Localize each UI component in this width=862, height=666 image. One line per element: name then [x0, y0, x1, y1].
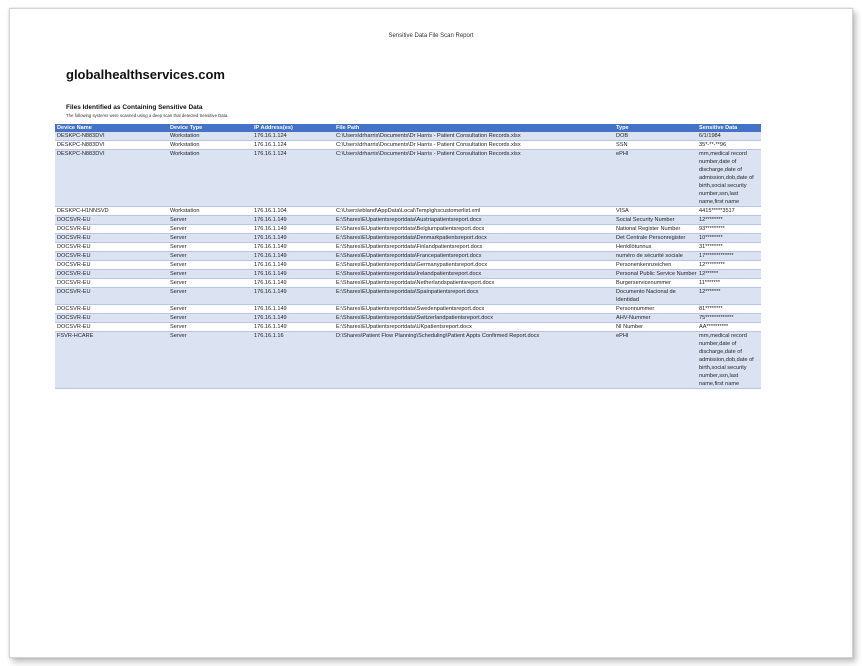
cell-type: AHV-Nummer [614, 314, 697, 323]
report-header: Sensitive Data File Scan Report [388, 33, 474, 39]
cell-sensitive-data: 6/1/1984 [697, 132, 761, 141]
cell-device-type: Server [168, 323, 252, 332]
cell-device-type: Workstation [168, 141, 252, 150]
cell-type: Documento Nacional de Identidad [614, 288, 697, 305]
cell-ip-address: 176.16.1.149 [252, 279, 334, 288]
cell-ip-address: 176.16.1.149 [252, 252, 334, 261]
cell-ip-address: 176.16.1.124 [252, 150, 334, 207]
cell-ip-address: 176.16.1.149 [252, 243, 334, 252]
cell-type: Henkilötunnus [614, 243, 697, 252]
cell-device-name: DOCSVR-EU [55, 288, 168, 305]
cell-file-path: C:\Users\drharris\Documents\Dr Harris - Patient Consultation Records.xlsx [334, 150, 614, 207]
cell-device-name: DESKPC-N883DVI [55, 132, 168, 141]
cell-sensitive-data: 12******* [697, 288, 761, 305]
table-row [55, 225, 761, 234]
cell-file-path: E:\Shares\EUpatientsreportdata\Austriapatientsreport.docx [334, 216, 614, 225]
table-header-row [55, 124, 761, 132]
table-row [55, 279, 761, 288]
cell-sensitive-data: 12******** [697, 216, 761, 225]
cell-ip-address: 176.16.1.124 [252, 141, 334, 150]
column-header-sensitive-data: Sensitive Data [697, 124, 761, 132]
cell-ip-address: 176.16.1.16 [252, 332, 334, 389]
cell-device-type: Workstation [168, 132, 252, 141]
table-row [55, 270, 761, 279]
cell-device-type: Server [168, 225, 252, 234]
cell-file-path: E:\Shares\EUpatientsreportdata\Finlandpatientsreport.docx [334, 243, 614, 252]
table-row [55, 243, 761, 252]
cell-file-path: C:\Users\drharris\Documents\Dr Harris - Patient Consultation Records.xlsx [334, 141, 614, 150]
table-row [55, 216, 761, 225]
table-row [55, 252, 761, 261]
site-title: globalhealthservices.com [66, 67, 225, 82]
cell-type: Personnummer [614, 305, 697, 314]
cell-device-type: Server [168, 216, 252, 225]
cell-file-path: C:\Users\ebland\AppData\Local\Temp\ghscustomerlist.xml [334, 207, 614, 216]
cell-sensitive-data: AA********** [697, 323, 761, 332]
cell-device-name: DESKPC-N883DVI [55, 141, 168, 150]
cell-device-name: DOCSVR-EU [55, 305, 168, 314]
table-row [55, 207, 761, 216]
cell-file-path: E:\Shares\EUpatientsreportdata\Francepatientsreport.docx [334, 252, 614, 261]
cell-type: ePHI [614, 332, 697, 389]
cell-device-name: DOCSVR-EU [55, 216, 168, 225]
cell-ip-address: 176.16.1.149 [252, 261, 334, 270]
table-row [55, 305, 761, 314]
table-row [55, 314, 761, 323]
cell-device-type: Server [168, 279, 252, 288]
section-description: The following systems were scanned using a deep scan that detected Sensitive Data. [66, 113, 229, 118]
cell-file-path: D:\Shares\Patient Flow Planning\Scheduling\Patient Appts Confirmed Report.docx [334, 332, 614, 389]
cell-file-path: E:\Shares\EUpatientsreportdata\Netherlandspatientsreport.docx [334, 279, 614, 288]
table-row [55, 132, 761, 141]
cell-type: DOB [614, 132, 697, 141]
cell-device-type: Server [168, 252, 252, 261]
cell-type: VISA [614, 207, 697, 216]
cell-ip-address: 176.16.1.104 [252, 207, 334, 216]
cell-device-type: Server [168, 234, 252, 243]
cell-sensitive-data: 75************* [697, 314, 761, 323]
cell-device-type: Workstation [168, 207, 252, 216]
cell-ip-address: 176.16.1.149 [252, 270, 334, 279]
table-row [55, 288, 761, 305]
cell-sensitive-data: 10******** [697, 234, 761, 243]
column-header-type: Type [614, 124, 697, 132]
cell-sensitive-data: 12********* [697, 261, 761, 270]
table-row [55, 261, 761, 270]
table-row [55, 332, 761, 389]
cell-type: ePHI [614, 150, 697, 207]
table-row [55, 141, 761, 150]
cell-sensitive-data: 11******* [697, 279, 761, 288]
cell-file-path: E:\Shares\EUpatientsreportdata\Belgiumpatientsreport.docx [334, 225, 614, 234]
cell-ip-address: 176.16.1.149 [252, 314, 334, 323]
cell-sensitive-data: 31******** [697, 243, 761, 252]
cell-device-type: Server [168, 305, 252, 314]
cell-file-path: E:\Shares\EUpatientsreportdata\Spainpatientsreport.docx [334, 288, 614, 305]
cell-type: Burgerservicenummer [614, 279, 697, 288]
cell-sensitive-data: 35*-**-**96 [697, 141, 761, 150]
cell-file-path: E:\Shares\EUpatientsreportdata\Switzerlandpatientsreport.docx [334, 314, 614, 323]
cell-type: numéro de sécurité sociale [614, 252, 697, 261]
column-header-device-name: Device Name [55, 124, 168, 132]
cell-sensitive-data: 93********* [697, 225, 761, 234]
cell-ip-address: 176.16.1.149 [252, 305, 334, 314]
cell-type: Det Centrale Personregister [614, 234, 697, 243]
cell-sensitive-data: 12****** [697, 270, 761, 279]
cell-ip-address: 176.16.1.149 [252, 234, 334, 243]
cell-type: SSN [614, 141, 697, 150]
cell-device-type: Server [168, 332, 252, 389]
cell-sensitive-data: 4415*****3517 [697, 207, 761, 216]
cell-device-name: DESKPC-H1NNSVD [55, 207, 168, 216]
cell-device-type: Server [168, 243, 252, 252]
cell-device-name: DOCSVR-EU [55, 270, 168, 279]
section-title: Files Identified as Containing Sensitive Data [66, 104, 203, 111]
cell-type: National Register Number [614, 225, 697, 234]
cell-device-type: Server [168, 261, 252, 270]
cell-type: Social Security Number [614, 216, 697, 225]
cell-type: NI Number [614, 323, 697, 332]
cell-file-path: E:\Shares\EUpatientsreportdata\Denmarkpatientsreport.docx [334, 234, 614, 243]
cell-ip-address: 176.16.1.149 [252, 288, 334, 305]
cell-ip-address: 176.16.1.149 [252, 323, 334, 332]
cell-device-type: Server [168, 270, 252, 279]
cell-file-path: E:\Shares\EUpatientsreportdata\Swedenpatientsreport.docx [334, 305, 614, 314]
cell-device-name: DOCSVR-EU [55, 252, 168, 261]
cell-device-name: DESKPC-N883DVI [55, 150, 168, 207]
cell-file-path: C:\Users\drharris\Documents\Dr Harris - Patient Consultation Records.xlsx [334, 132, 614, 141]
cell-file-path: E:\Shares\EUpatientsreportdata\Germanypatientsreport.docx [334, 261, 614, 270]
cell-ip-address: 176.16.1.124 [252, 132, 334, 141]
cell-sensitive-data: mrn,medical record number,date of discharge,date of admission,dob,date of birth,social security number,ssn,last name,first name [697, 150, 761, 207]
table-row [55, 234, 761, 243]
cell-device-name: DOCSVR-EU [55, 314, 168, 323]
cell-device-type: Server [168, 314, 252, 323]
column-header-ip-address: IP Address(es) [252, 124, 334, 132]
cell-device-name: DOCSVR-EU [55, 261, 168, 270]
column-header-device-type: Device Type [168, 124, 252, 132]
cell-type: Personenkennzeichen [614, 261, 697, 270]
cell-device-name: DOCSVR-EU [55, 234, 168, 243]
sensitive-data-table [55, 124, 761, 389]
cell-device-name: DOCSVR-EU [55, 323, 168, 332]
cell-device-name: DOCSVR-EU [55, 243, 168, 252]
cell-device-name: DOCSVR-EU [55, 225, 168, 234]
cell-file-path: E:\Shares\EUpatientsreportdata\UKpatientsreport.docx [334, 323, 614, 332]
column-header-file-path: File Path [334, 124, 614, 132]
table-row [55, 150, 761, 207]
cell-sensitive-data: 81******** [697, 305, 761, 314]
cell-device-name: DOCSVR-EU [55, 279, 168, 288]
cell-sensitive-data: mrn,medical record number,date of discharge,date of admission,dob,date of birth,social security number,ssn,last name,first name [697, 332, 761, 389]
cell-device-type: Workstation [168, 150, 252, 207]
cell-device-type: Server [168, 288, 252, 305]
cell-sensitive-data: 17************* [697, 252, 761, 261]
cell-ip-address: 176.16.1.149 [252, 225, 334, 234]
cell-type: Personal Public Service Number [616, 271, 697, 277]
table-body [55, 132, 761, 389]
table-row [55, 323, 761, 332]
cell-device-name: FSVR-HCARE [55, 332, 168, 389]
cell-ip-address: 176.16.1.149 [252, 216, 334, 225]
cell-file-path: E:\Shares\EUpatientsreportdata\Irelandpatientsreport.docx [334, 270, 614, 279]
